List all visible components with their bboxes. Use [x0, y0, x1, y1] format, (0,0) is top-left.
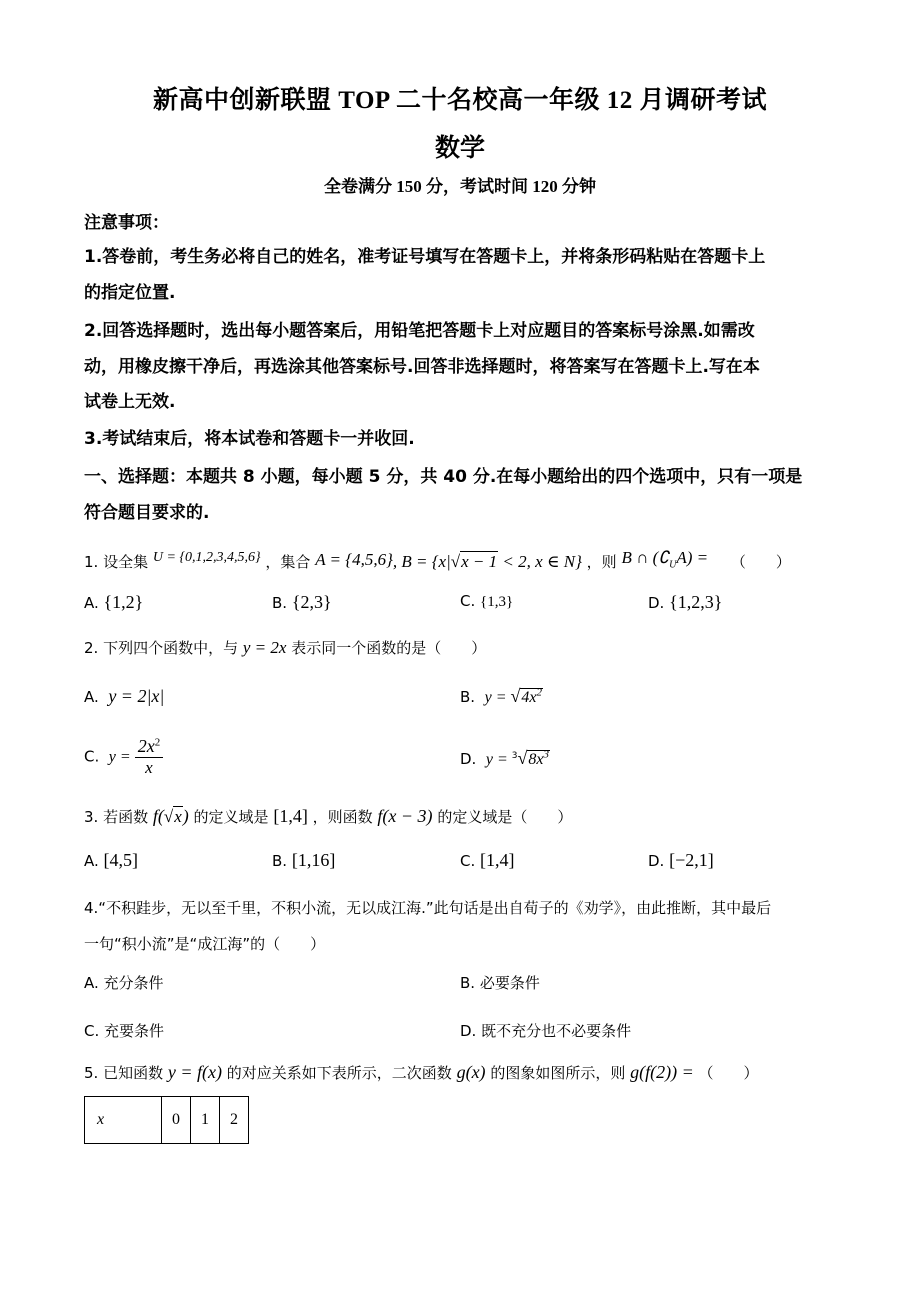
q5-expression: g(f(2)) =	[630, 1062, 694, 1082]
option-value: {1,2,3}	[669, 592, 723, 612]
notice-item-1a: 1.答卷前，考生务必将自己的姓名，准考证号填写在答题卡上，并将条形码粘贴在答题卡上	[84, 247, 766, 267]
q5-g: g(x)	[456, 1062, 486, 1082]
q3-f1-pre: f(	[152, 806, 164, 826]
q2-b-exponent: 2	[536, 686, 543, 699]
q2-stem-function: y = 2x	[242, 638, 287, 657]
q1-then: ，则	[586, 553, 617, 571]
option-value: y = 2|x|	[108, 686, 165, 706]
q1-set-b-radicand: x − 1	[461, 552, 498, 571]
question-4-line-1: 4.“不积跬步，无以至千里，不积小流，无以成江海.”此句话是出自荀子的《劝学》，由此推断，其中最后	[84, 899, 772, 917]
notice-item-2a: 2.回答选择题时，选出每小题答案后，用铅笔把答题卡上对应题目的答案标号涂黑.如需改	[84, 321, 755, 341]
option-value: y =	[108, 748, 135, 766]
q2-option-c	[84, 736, 163, 778]
table-cell: 1	[191, 1097, 220, 1144]
question-4-line-2: 一句“积小流”是“成江海”的（ ）	[84, 935, 326, 953]
option-label: C.	[460, 592, 476, 610]
exam-meta: 全卷满分 150 分，考试时间 120 分钟	[324, 177, 596, 196]
q4-option-d: D. 既不充分也不必要条件	[460, 1022, 632, 1040]
section-1-line-1: 一、选择题：本题共 8 小题，每小题 5 分，共 40 分.在每小题给出的四个选项中，只有一项是	[84, 467, 803, 487]
q2-c-denominator: x	[145, 758, 153, 777]
q2-d-exponent: 3	[543, 748, 550, 761]
question-2-stem	[84, 638, 486, 658]
q2-option-b: B. $y = √4x^2$	[460, 686, 543, 706]
q4-option-b: B. 必要条件	[460, 974, 540, 992]
q1-set-b-end: < 2, x ∈ N}	[498, 552, 582, 571]
q2-option-a	[84, 686, 164, 707]
q1-option-b	[272, 592, 332, 613]
option-value: [1,4]	[480, 850, 515, 870]
q1-expr-sub: U	[669, 559, 677, 571]
q3-f1-post: )	[182, 806, 189, 826]
q1-prefix: 1. 设全集	[84, 553, 149, 571]
option-label: C.	[84, 747, 100, 766]
q5-function: y = f(x)	[167, 1062, 222, 1082]
q5-prefix: 5. 已知函数	[84, 1064, 164, 1082]
q5-value-table	[84, 1096, 249, 1144]
subject-title: 数学	[434, 135, 485, 162]
notice-item-1b: 的指定位置.	[84, 283, 176, 303]
option-value: y =	[485, 751, 512, 768]
notice-item-3: 3.考试结束后，将本试卷和答题卡一并收回.	[84, 429, 415, 449]
q3-f1-radicand: x	[174, 807, 182, 826]
q3-suffix: 的定义域是（ ）	[437, 808, 573, 826]
table-cell: 2	[220, 1097, 249, 1144]
q1-set-b-start: , B = {x|	[392, 552, 451, 571]
question-1-stem: 1. 设全集 U = {0,1,2,3,4,5,6} ，集合 A = {4,5,6}, B = {x|√x − 1 < 2, x ∈ N} ，则 B ∩ $(∁_UA)$ = （ ）	[84, 548, 791, 571]
q2-d-radicand: 8x	[528, 751, 544, 768]
q3-prefix: 3. 若函数	[84, 808, 149, 826]
table-cell: x	[85, 1097, 162, 1144]
option-value: {2,3}	[291, 592, 332, 612]
q1-set-u: U = {0,1,2,3,4,5,6}	[152, 550, 261, 565]
q2-c-fraction	[135, 736, 164, 778]
q1-set-a: A = {4,5,6}	[315, 550, 393, 569]
q2-d-root-index: 3	[511, 751, 518, 761]
option-label: A.	[84, 688, 99, 706]
q3-option-b	[272, 850, 335, 871]
q1-answer-paren: （ ）	[730, 553, 791, 571]
notice-item-2b: 动，用橡皮擦干净后，再选涂其他答案标号.回答非选择题时，将答案写在答题卡上.写在本	[84, 357, 760, 377]
option-label: D.	[460, 750, 477, 768]
q3-mid1: 的定义域是	[193, 808, 269, 826]
option-value: {1,3}	[480, 594, 514, 610]
q1-expression	[621, 548, 709, 571]
notice-heading: 注意事项：	[84, 213, 169, 233]
q3-f2: f(x − 3)	[377, 806, 433, 826]
option-value: y =	[484, 689, 511, 706]
option-value: [1,16]	[291, 850, 336, 870]
option-label: A.	[84, 594, 99, 612]
q5-mid1: 的对应关系如下表所示，二次函数	[226, 1064, 452, 1082]
q2-option-d: D. $y = ^3√8x^3$	[460, 748, 550, 768]
q2-c-exponent: 2	[154, 736, 161, 749]
q4-option-a: A. 充分条件	[84, 974, 164, 992]
q4-option-c: C. 充要条件	[84, 1022, 165, 1040]
q3-option-d	[648, 850, 714, 871]
option-value: [−2,1]	[669, 850, 714, 870]
q5-mid2: 的图象如图所示，则	[490, 1064, 626, 1082]
q1-expr: B ∩ (∁	[621, 548, 670, 567]
option-label: B.	[272, 594, 288, 612]
option-label: C.	[460, 852, 476, 870]
option-label: D.	[648, 852, 665, 870]
q3-domain: [1,4]	[273, 806, 308, 826]
option-label: B.	[272, 852, 288, 870]
q1-mid: ，集合	[265, 553, 311, 571]
table-cell: 0	[162, 1097, 191, 1144]
table-row	[85, 1097, 249, 1144]
q3-mid2: ，则函数	[312, 808, 373, 826]
q2-c-numerator: 2x	[137, 736, 155, 756]
q1-option-d	[648, 592, 722, 613]
option-value: {1,2}	[103, 592, 144, 612]
q1-option-c	[460, 592, 513, 611]
q2-b-radicand: 4x	[521, 689, 537, 706]
option-label: B.	[460, 688, 476, 706]
notice-item-2c: 试卷上无效.	[84, 392, 176, 412]
q3-option-a	[84, 850, 138, 871]
option-value: [4,5]	[103, 850, 139, 870]
q2-stem-post: 表示同一个函数的是（ ）	[291, 639, 487, 657]
option-label: D.	[648, 594, 665, 612]
q2-stem-pre: 2. 下列四个函数中，与	[84, 639, 239, 657]
q5-answer-paren: （ ）	[698, 1064, 759, 1082]
q3-option-c	[460, 850, 515, 871]
q1-expr-end: A) =	[676, 548, 709, 567]
question-5-stem	[84, 1062, 759, 1083]
question-3-stem: 3. 若函数 f(√x) 的定义域是 [1,4] ，则函数 f(x − 3) 的定义域是（ ）	[84, 806, 573, 826]
q1-option-a	[84, 592, 143, 613]
option-label: A.	[84, 852, 99, 870]
section-1-line-2: 符合题目要求的.	[84, 503, 210, 523]
exam-title: 新高中创新联盟 TOP 二十名校高一年级 12 月调研考试	[152, 87, 768, 114]
